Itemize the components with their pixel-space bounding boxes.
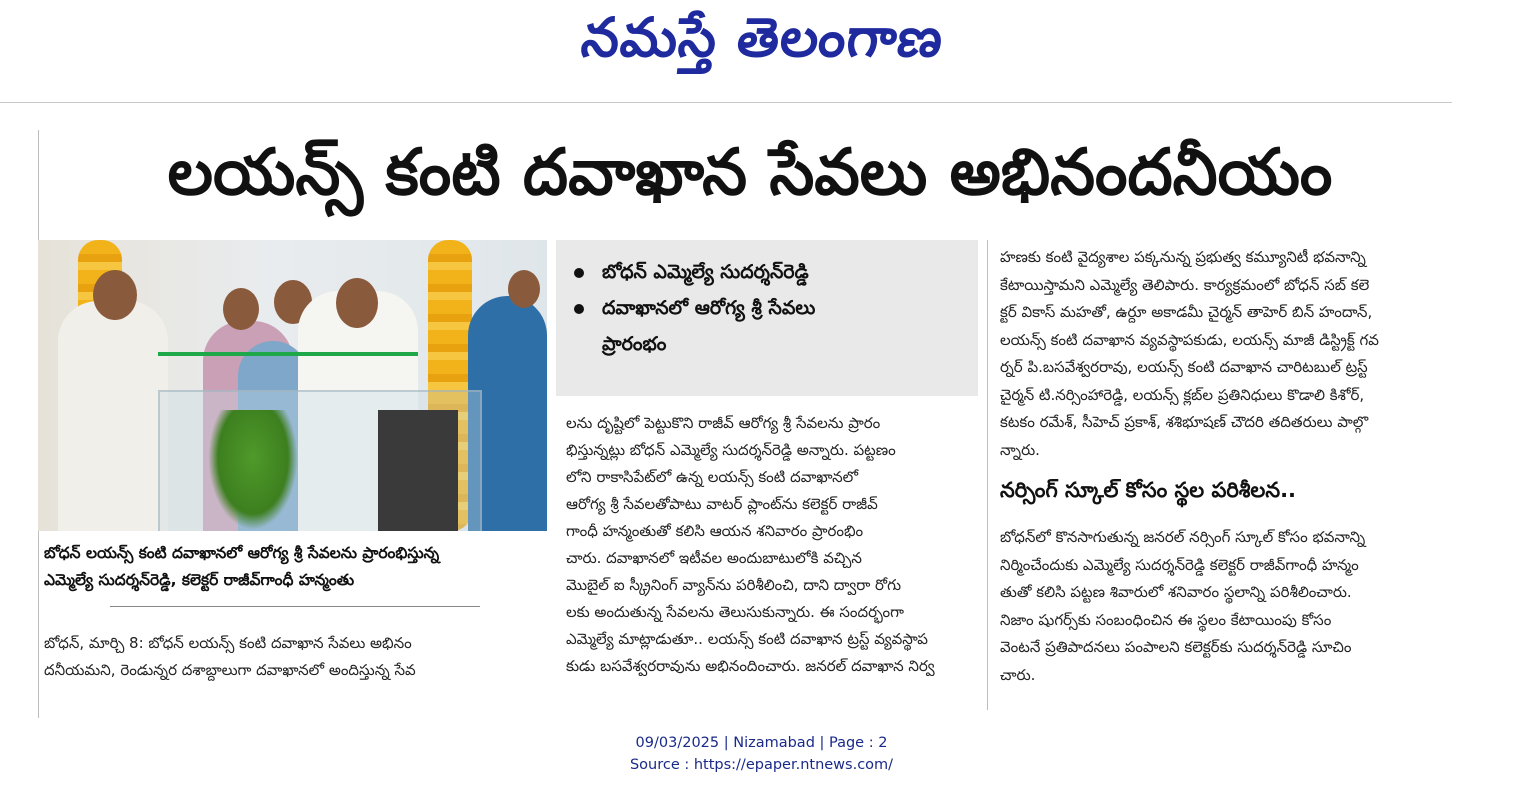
edition-info: 09/03/2025 | Nizamabad | Page : 2 <box>635 735 888 751</box>
sub-headline: నర్సింగ్ స్కూల్ కోసం స్థల పరిశీలన.. <box>1000 478 1297 502</box>
bullet-icon <box>574 304 584 314</box>
article-body-middle: లను దృష్టిలో పెట్టుకొని రాజీవ్ ఆరోగ్య శ్రీ సేవలను ప్రారం భిస్తున్నట్లు బోధన్ ఎమ్మెల్యే సుదర్శన్‌రెడ్డి అన్నారు. పట్టణం లోని రాకాసిపేట్‌లో ఉన్న లయన్స్ కంటి దవాఖానలో ఆరోగ్య శ్రీ సేవలతోపాటు వాటర్ ప్లాంట్‌ను కలెక్టర్ రాజీవ్ గాంధీ హన్మంతుతో కలిసి ఆయన శనివారం ప్రారంభిం చారు. దవాఖానలో ఇటీవల అందుబాటులోకి వచ్చిన మొబైల్ ఐ స్క్రీనింగ్ వ్యాన్‌ను పరిశీలించి, దాని ద్వారా రోగు లకు అందుతున్న సేవలను తెలుసుకున్నారు. ఈ సందర్భంగా ఎమ్మెల్యే మాట్లాడుతూ.. లయన్స్ కంటి దవాఖాన ట్రస్ట్ వ్యవస్థాప కుడు బసవేశ్వరరావును అభినందించారు. జనరల్ దవాఖాన నిర్వ <box>566 414 935 675</box>
highlights-box <box>556 240 978 396</box>
page-footer <box>0 732 1523 776</box>
masthead-divider <box>0 102 1452 103</box>
masthead <box>0 4 1523 84</box>
photo-caption: బోధన్ లయన్స్ కంటి దవాఖానలో ఆరోగ్య శ్రీ సేవలను ప్రారంభిస్తున్న ఎమ్మెల్యే సుదర్శన్‌రెడ్డి, కలెక్టర్ రాజీవ్‌గాంధీ హన్మంతు <box>44 544 440 589</box>
article-photo <box>38 240 547 531</box>
source-link[interactable]: Source : https://epaper.ntnews.com/ <box>629 757 894 773</box>
plant <box>208 410 298 530</box>
newspaper-logo: నమస్తే తెలంగాణ <box>577 5 947 69</box>
article-headline: లయన్స్ కంటి దవాఖాన సేవలు అభినందనీయం <box>167 135 1333 210</box>
inauguration-ribbon <box>158 352 418 356</box>
machine-unit <box>378 410 458 531</box>
article-body-left: బోధన్, మార్చి 8: బోధన్ లయన్స్ కంటి దవాఖాన సేవలు అభినం దనీయమని, రెండున్నర దశాబ్దాలుగా దవాఖానలో అందిస్తున్న సేవ <box>44 634 416 679</box>
highlight-item: బోధన్ ఎమ్మెల్యే సుదర్శన్‌రెడ్డి <box>574 254 978 290</box>
article-body-right: హణకు కంటి వైద్యశాల పక్కనున్న ప్రభుత్వ కమ్యూనిటీ భవనాన్ని కేటాయిస్తామని ఎమ్మెల్యే తెలిపారు. కార్యక్రమంలో బోధన్ సబ్ కలె క్టర్ వికాస్ మహతో, ఉర్దూ అకాడమీ చైర్మన్ తాహెర్ బిన్ హందాన్, లయన్స్ కంటి దవాఖాన వ్యవస్థాపకుడు, లయన్స్ మాజీ డిస్ట్రిక్ట్ గవ ర్నర్ పి.బసవేశ్వరరావు, లయన్స్ కంటి దవాఖాన చారిటబుల్ ట్రస్ట్ చైర్మన్ టి.నర్సింహారెడ్డి, లయన్స్ క్లబ్‌ల ప్రతినిధులు కొడాలి కిశోర్, కటకం రమేశ్, సీహెచ్ ప్రకాశ్, శశిభూషణ్ చౌదరి తదితరులు పాల్గొ న్నారు. <box>1000 248 1379 459</box>
column-divider <box>987 240 988 710</box>
highlight-item: దవాఖానలో ఆరోగ్య శ్రీ సేవలు ప్రారంభం <box>574 290 978 362</box>
article-body-right-continued: బోధన్‌లో కొనసాగుతున్న జనరల్ నర్సింగ్ స్కూల్ కోసం భవనాన్ని నిర్మించేందుకు ఎమ్మెల్యే సుదర్శన్‌రెడ్డి కలెక్టర్ రాజీవ్‌గాంధీ హన్మం తుతో కలిసి పట్టణ శివారులో శనివారం స్థలాన్ని పరిశీలించారు. నిజాం షుగర్స్‌కు సంబంధించిన ఈ స్థలం కేటాయింపు కోసం వెంటనే ప్రతిపాదనలు పంపాలని కలెక్టర్‌కు సుదర్శన్‌రెడ్డి సూచిం చారు. <box>1000 528 1366 684</box>
caption-underline <box>110 606 480 607</box>
person <box>58 301 168 531</box>
bullet-icon <box>574 268 584 278</box>
